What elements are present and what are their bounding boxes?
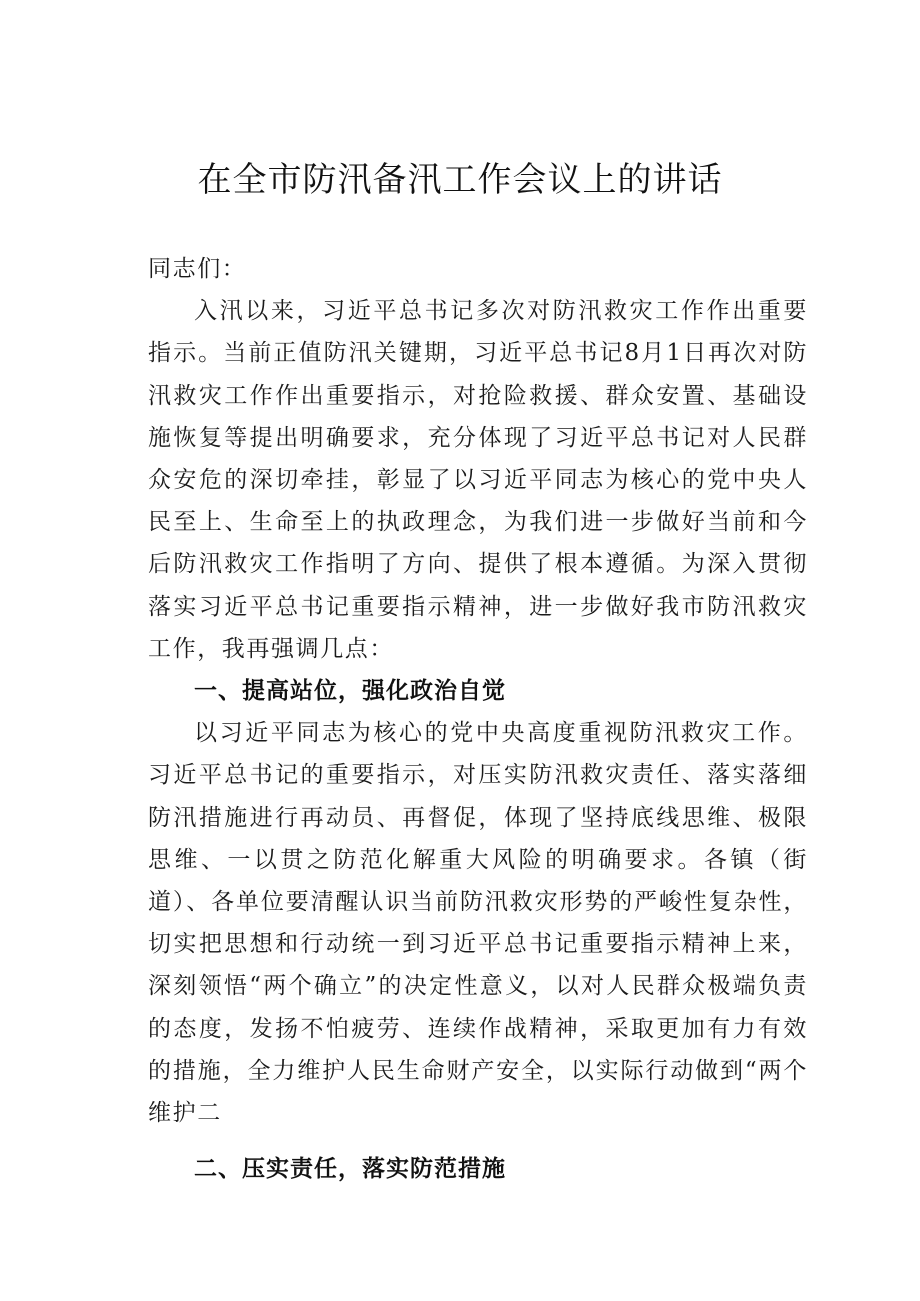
section-paragraph-1: 以习近平同志为核心的党中央高度重视防汛救灾工作。习近平总书记的重要指示，对压实防汛救灾责任、落实落细防汛措施进行再动员、再督促，体现了坚持底线思维、极限思维、一以贯之防范化解重大风险的明确要求。各镇（街道）、各单位要清醒认识当前防汛救灾形势的严峻性复杂性，切实把思想和行动统一到习近平总书记重要指示精神上来，深刻领悟“两个确立”的决定性意义，以对人民群众极端负责的态度，发扬不怕疲劳、连续作战精神，采取更加有力有效的措施，全力维护人民生命财产安全，以实际行动做到“两个维护二 — [148, 720, 808, 1127]
intro-paragraph: 入汛以来，习近平总书记多次对防汛救灾工作作出重要指示。当前正值防汛关键期，习近平总书记8月1日再次对防汛救灾工作作出重要指示，对抢险救援、群众安置、基础设施恢复等提出明确要求，充分体现了习近平总书记对人民群众安危的深切牵挂，彰显了以习近平同志为核心的党中央人民至上、生命至上的执政理念，为我们进一步做好当前和今后防汛救灾工作指明了方向、提供了根本遵循。为深入贯彻落实习近平总书记重要指示精神，进一步做好我市防汛救灾工作，我再强调几点： — [148, 298, 808, 662]
document-title: 在全市防汛备汛工作会议上的讲话 — [197, 160, 723, 200]
section-heading-2: 二、压实责任，落实防范措施 — [194, 1156, 506, 1183]
section-heading-1: 一、提高站位，强化政治自觉 — [194, 678, 506, 705]
section-spacer — [148, 1134, 808, 1148]
salutation: 同志们： — [148, 256, 247, 282]
document-body — [148, 248, 808, 1190]
